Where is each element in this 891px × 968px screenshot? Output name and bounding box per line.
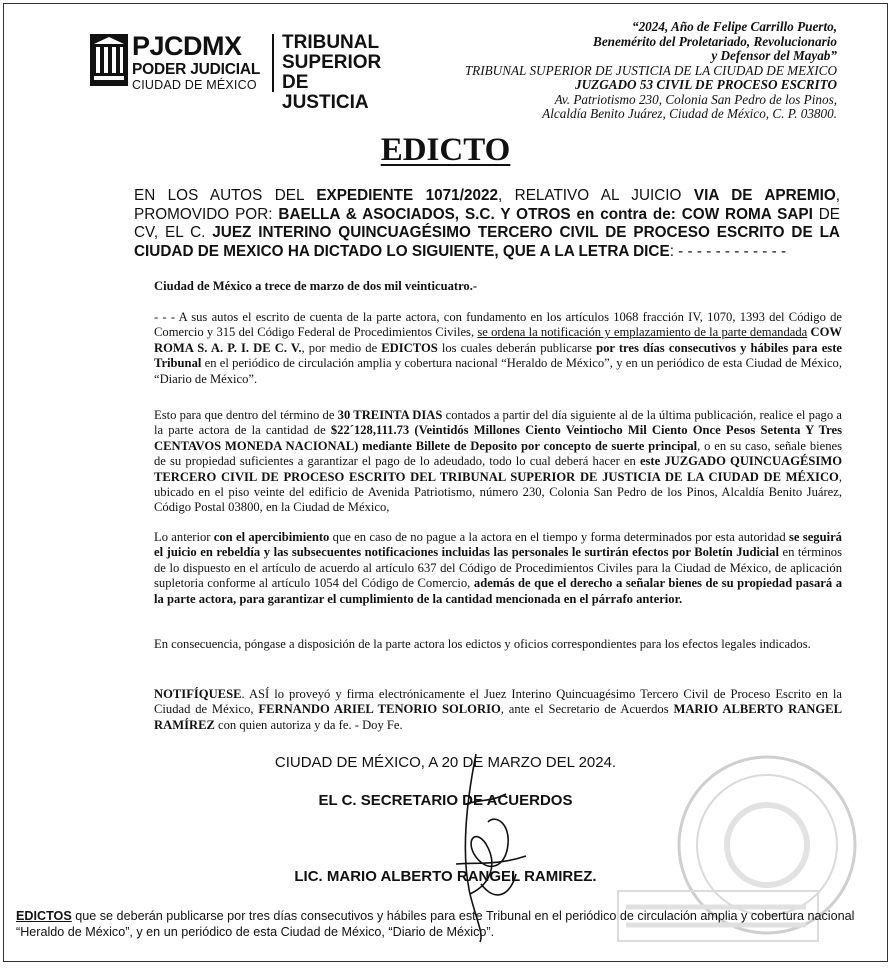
header-mottos [417,20,837,122]
motto-line: Benemérito del Proletariado, Revolucionario [593,33,837,49]
tribunal-line: TRIBUNAL [282,32,380,53]
edict-document [3,3,888,962]
logo-city: CIUDAD DE MÉXICO [132,78,257,92]
tribunal-line: JUSTICIA [282,92,369,113]
paragraph-notify: NOTIFÍQUESE. ASÍ lo proveyó y firma electrónicamente el Juez Interino Quincuagésimo Tercero Civil de Proceso Escrito en la Ciudad de México, FERNANDO ARIEL TENORIO SOLORIO, ante el Secretario de Acuerdos MARIO ALBERTO RANGEL RAMÍREZ con quien autoriza y da fe. - Doy Fe. [154,687,842,732]
signatory-name: LIC. MARIO ALBERTO RANGEL RAMIREZ. [294,868,597,885]
ruling-date: Ciudad de México a trece de marzo de dos mil veinticuatro.- [154,279,478,293]
court-division: JUZGADO 53 CIVIL DE PROCESO ESCRITO [575,77,837,92]
court-name: TRIBUNAL SUPERIOR DE JUSTICIA DE LA CIUDAD DE MEXICO [464,62,837,78]
footer-note: EDICTOS que se deberán publicarse por tres días consecutivos y hábiles para este Tribunal en el periódico de circulación amplia y cobertura nacional “Heraldo de México”, y en un periódico de esta Ciudad de México, “Diario de México”. [16,909,855,939]
paragraph-payment: Esto para que dentro del término de 30 TREINTA DIAS contados a partir del día siguiente al de la última publicación, realice el pago a la parte actora de la cantidad de $22´128,111.73 (Veintidós Millones Ciento Veintiocho Mil Ciento Once Pesos Setenta Y Tres CENTAVOS MONEDA NACIONAL) mediante Billete de Deposito por concepto de suerte principal, o en su caso, señale bienes de su propiedad suficientes a garantizar el pago de lo adeudado, todo lo cual deberá hacer en este JUZGADO QUINCUAGÉSIMO TERCERO CIVIL DE PROCESO ESCRITO DEL TRIBUNAL SUPERIOR DE JUSTICIA DE LA CIUDAD DE MÉXICO, ubicado en el piso veinte del edificio de Avenida Patriotismo, número 230, Colonia San Pedro de los Pinos, Alcaldía Benito Juárez, Código Postal 03800, en la Ciudad de México, [154,408,842,515]
logo-divider [272,34,274,92]
paragraph-warning: Lo anterior con el apercibimiento que en caso de no pague a la actora en el tiempo y forma determinados por esta autoridad se seguirá el juicio en rebeldía y las subsecuentes notificaciones incluidas las personales le surtirán efectos por Boletín Judicial en términos de lo dispuesto en el artículo de acuerdo al artículo 637 del Código de Procedimientos Civiles para la Ciudad de México, de aplicación supletoria conforme al artículo 1054 del Código de Comercio, además de que el derecho a señalar bienes de su propiedad pasará a la parte actora, para garantizar el cumplimiento de la cantidad mencionada en el párrafo anterior. [154,530,842,606]
intro-paragraph: EN LOS AUTOS DEL EXPEDIENTE 1071/2022, RELATIVO AL JUICIO VIA DE APREMIO, PROMOVIDO POR: BAELLA & ASOCIADOS, S.C. Y OTROS en contra de: COW ROMA SAPI DE CV, EL C. JUEZ INTERINO QUINCUAGÉSIMO TERCERO CIVIL DE PROCESO ESCRITO DE LA CIUDAD DE MEXICO HA DICTADO LO SIGUIENTE, QUE A LA LETRA DICE: - - - - - - - - - - - - [134,187,840,260]
closing-date: CIUDAD DE MÉXICO, A 20 DE MARZO DEL 2024. [274,754,617,771]
motto-line: “2024, Año de Felipe Carrillo Puerto, [631,19,837,34]
building-emblem-icon [90,34,128,86]
logo-subtitle: PODER JUDICIAL [132,61,261,78]
tribunal-name [282,33,410,113]
logo-name: PJCDMX [132,31,242,61]
paragraph-consequence: En consecuencia, póngase a disposición de la parte actora los edictos y oficios correspondientes para los efectos legales indicados. [154,637,811,651]
tribunal-line: SUPERIOR DE [282,52,382,93]
court-address: Alcaldía Benito Juárez, Ciudad de México, C. P. 03800. [542,106,837,121]
court-address: Av. Patriotismo 230, Colonia San Pedro de los Pinos, [554,91,837,107]
closing-role: EL C. SECRETARIO DE ACUERDOS [318,792,573,809]
document-title: EDICTO [380,132,511,168]
motto-line: y Defensor del Mayab” [711,48,837,63]
paragraph-notification: - - - A sus autos el escrito de cuenta de la parte actora, con fundamento en los artículos 1068 fracción IV, 1070, 1393 del Código de Comercio y 315 del Código Federal de Procedimientos Civiles, se ordena la notificación y emplazamiento de la parte demandada COW ROMA S. A. P. I. DE C. V., por medio de EDICTOS los cuales deberán publicarse por tres días consecutivos y hábiles para este Tribunal en el periódico de circulación amplia y cobertura nacional “Heraldo de México”, y en un periódico de esta Ciudad de México, “Diario de México”. [154,310,842,386]
pjcdmx-logo [90,31,410,113]
